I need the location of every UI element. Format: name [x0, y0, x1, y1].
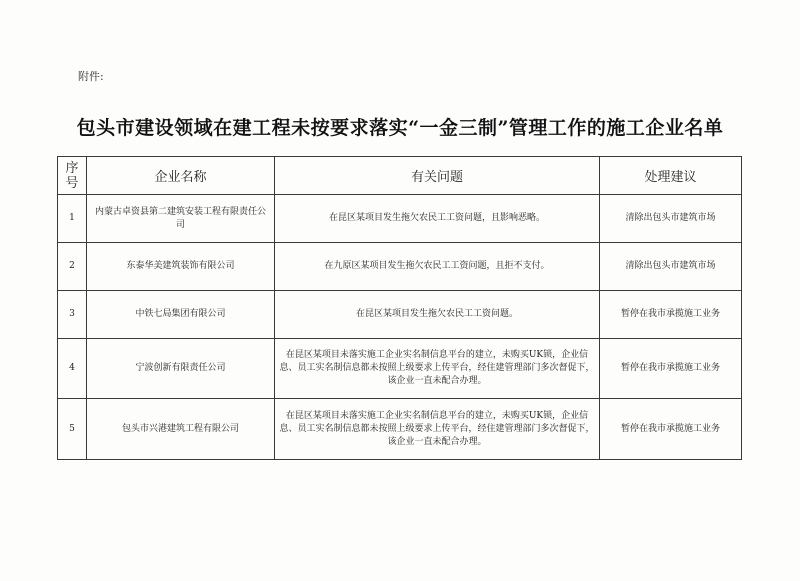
- table-row: [58, 339, 742, 399]
- row-suggestion: 清除出包头市建筑市场: [600, 195, 742, 243]
- row-company: 包头市兴港建筑工程有限公司: [87, 399, 275, 460]
- header-suggestion: 处理建议: [600, 157, 742, 195]
- header-company: 企业名称: [87, 157, 275, 195]
- row-seq: 5: [58, 399, 87, 460]
- row-issue: 在昆区某项目未落实施工企业实名制信息平台的建立，未购买UK锁，企业信息、员工实名制信息都未按照上级要求上传平台，经住建管理部门多次督促下，该企业一直未配合办理。: [275, 339, 600, 399]
- table-header-row: [58, 157, 742, 195]
- row-company: 东泰华美建筑装饰有限公司: [87, 243, 275, 291]
- attachment-label: 附件:: [78, 70, 104, 83]
- row-seq: 2: [58, 243, 87, 291]
- header-issue: 有关问题: [275, 157, 600, 195]
- row-issue: 在昆区某项目未落实施工企业实名制信息平台的建立，未购买UK锁，企业信息、员工实名制信息都未按照上级要求上传平台，经住建管理部门多次督促下，该企业一直未配合办理。: [275, 399, 600, 460]
- enterprise-table: [57, 156, 742, 460]
- row-suggestion: 清除出包头市建筑市场: [600, 243, 742, 291]
- row-seq: 4: [58, 339, 87, 399]
- row-seq: 1: [58, 195, 87, 243]
- table-row: [58, 291, 742, 339]
- row-suggestion: 暂停在我市承揽施工业务: [600, 291, 742, 339]
- row-suggestion: 暂停在我市承揽施工业务: [600, 339, 742, 399]
- row-company: 内蒙古卓资县第二建筑安装工程有限责任公司: [87, 195, 275, 243]
- header-seq: 序号: [58, 157, 87, 195]
- row-seq: 3: [58, 291, 87, 339]
- row-issue: 在昆区某项目发生拖欠农民工工资问题。: [275, 291, 600, 339]
- row-company: 宁波创新有限责任公司: [87, 339, 275, 399]
- table-row: [58, 195, 742, 243]
- table-row: [58, 243, 742, 291]
- document-title: 包头市建设领域在建工程未按要求落实“一金三制”管理工作的施工企业名单: [76, 117, 724, 139]
- table-row: [58, 399, 742, 460]
- row-issue: 在九原区某项目发生拖欠农民工工资问题，且拒不支付。: [275, 243, 600, 291]
- row-issue: 在昆区某项目发生拖欠农民工工资问题，且影响恶略。: [275, 195, 600, 243]
- row-suggestion: 暂停在我市承揽施工业务: [600, 399, 742, 460]
- row-company: 中铁七局集团有限公司: [87, 291, 275, 339]
